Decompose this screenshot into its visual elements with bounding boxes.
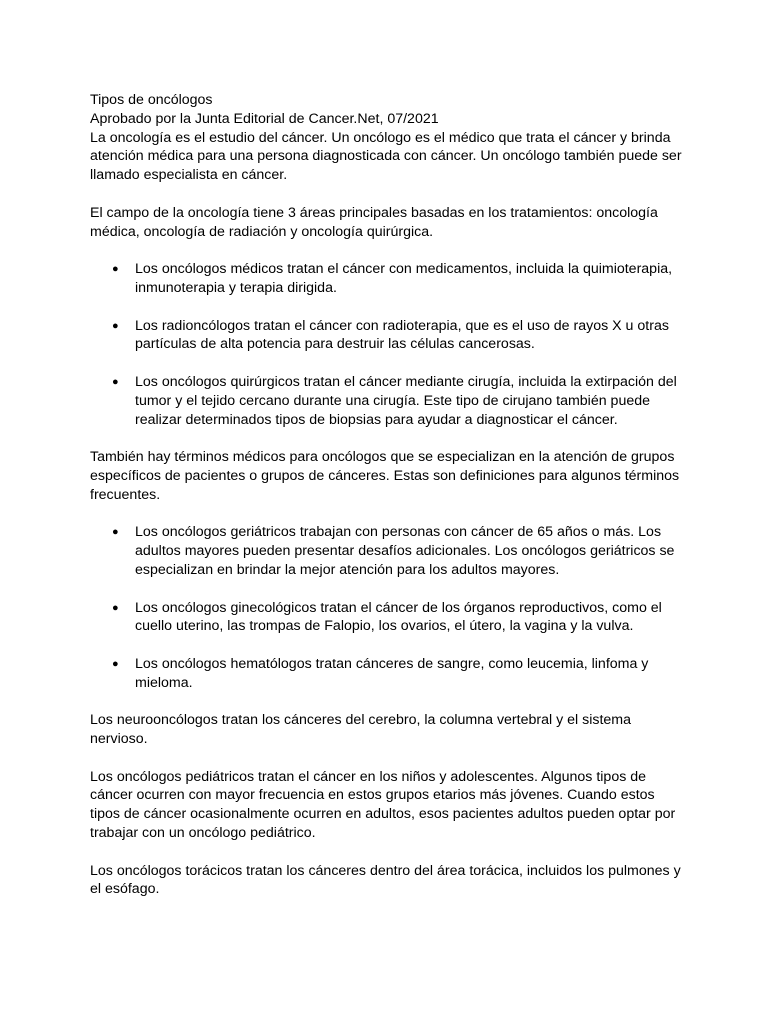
list-item-text: Los oncólogos ginecológicos tratan el cáncer de los órganos reproductivos, como el cuello uterino, las trompas de Falopio, los ovarios, el útero, la vagina y la vulva.: [135, 599, 662, 635]
areas-intro-paragraph: El campo de la oncología tiene 3 áreas principales basadas en los tratamientos: oncología médica, oncología de radiación y oncología quirúrgica.: [90, 204, 658, 240]
list-item-text: Los oncólogos médicos tratan el cáncer con medicamentos, incluida la quimioterapia, inmunoterapia y terapia dirigida.: [135, 261, 673, 296]
bullet-icon: ●: [112, 526, 119, 539]
bullet-icon: ●: [112, 319, 119, 332]
bullet-icon: ●: [112, 601, 119, 614]
list-item: [90, 317, 688, 355]
intro-paragraph: La oncología es el estudio del cáncer. Un oncólogo es el médico que trata el cáncer y brinda atención médica para una persona diagnosticada con cáncer. Un oncólogo también puede ser llamado especialista en cáncer.: [90, 129, 682, 184]
spacer: [90, 843, 688, 862]
terms-intro-paragraph: También hay términos médicos para oncólogos que se especializan en la atención de grupos específicos de pacientes o grupos de cánceres. Estas son definiciones para algunos términos frecuentes.: [90, 449, 680, 503]
spacer: [90, 429, 688, 448]
bullet-icon: ●: [112, 657, 119, 670]
list-item-text: Los oncólogos geriátricos trabajan con personas con cáncer de 65 años o más. Los adultos mayores pueden presentar desafíos adicionales. Los oncólogos geriátricos se especializan en brindar la mejor atención para los adultos mayores.: [135, 524, 675, 578]
spacer: [90, 749, 688, 768]
list-item-text: Los radioncólogos tratan el cáncer con radioterapia, que es el uso de rayos X u otras partículas de alta potencia para destruir las células cancerosas.: [135, 317, 669, 353]
list-item-text: Los oncólogos quirúrgicos tratan el cáncer mediante cirugía, incluida la extirpación del tumor y el tejido cercano durante una cirugía. Este tipo de cirujano también puede realizar determinados tipos de biopsias para ayudar a diagnosticar el cáncer.: [135, 373, 677, 428]
bullet-icon: ●: [112, 263, 119, 276]
list-item: [90, 523, 688, 579]
bullet-icon: ●: [112, 375, 119, 388]
spacer: [90, 185, 688, 204]
list-item-text: Los oncólogos hematólogos tratan cánceres de sangre, como leucemia, linfoma y mieloma.: [135, 655, 649, 691]
terms-list: [90, 523, 688, 692]
document-title: Tipos de oncólogos: [90, 92, 213, 108]
neuro-paragraph: Los neurooncólogos tratan los cánceres del cerebro, la columna vertebral y el sistema nervioso.: [90, 712, 631, 748]
list-item: [90, 655, 688, 693]
pediatric-paragraph: Los oncólogos pediátricos tratan el cáncer en los niños y adolescentes. Algunos tipos de cáncer ocurren con mayor frecuencia en estos grupos etarios más jóvenes. Cuando estos tipos de cáncer ocasionalmente ocurren en adultos, esos pacientes adultos pueden optar por trabajar con un oncólogo pediátrico.: [90, 768, 676, 842]
spacer: [90, 505, 688, 524]
list-item: [90, 599, 688, 637]
spacer: [90, 693, 688, 712]
list-item: [90, 373, 688, 429]
thoracic-paragraph: Los oncólogos torácicos tratan los cánceres dentro del área torácica, incluidos los pulmones y el esófago.: [90, 862, 681, 898]
areas-list: [90, 260, 688, 429]
approval-line: Aprobado por la Junta Editorial de Cancer.Net, 07/2021: [90, 110, 439, 127]
spacer: [90, 241, 688, 260]
list-item: [90, 260, 688, 298]
